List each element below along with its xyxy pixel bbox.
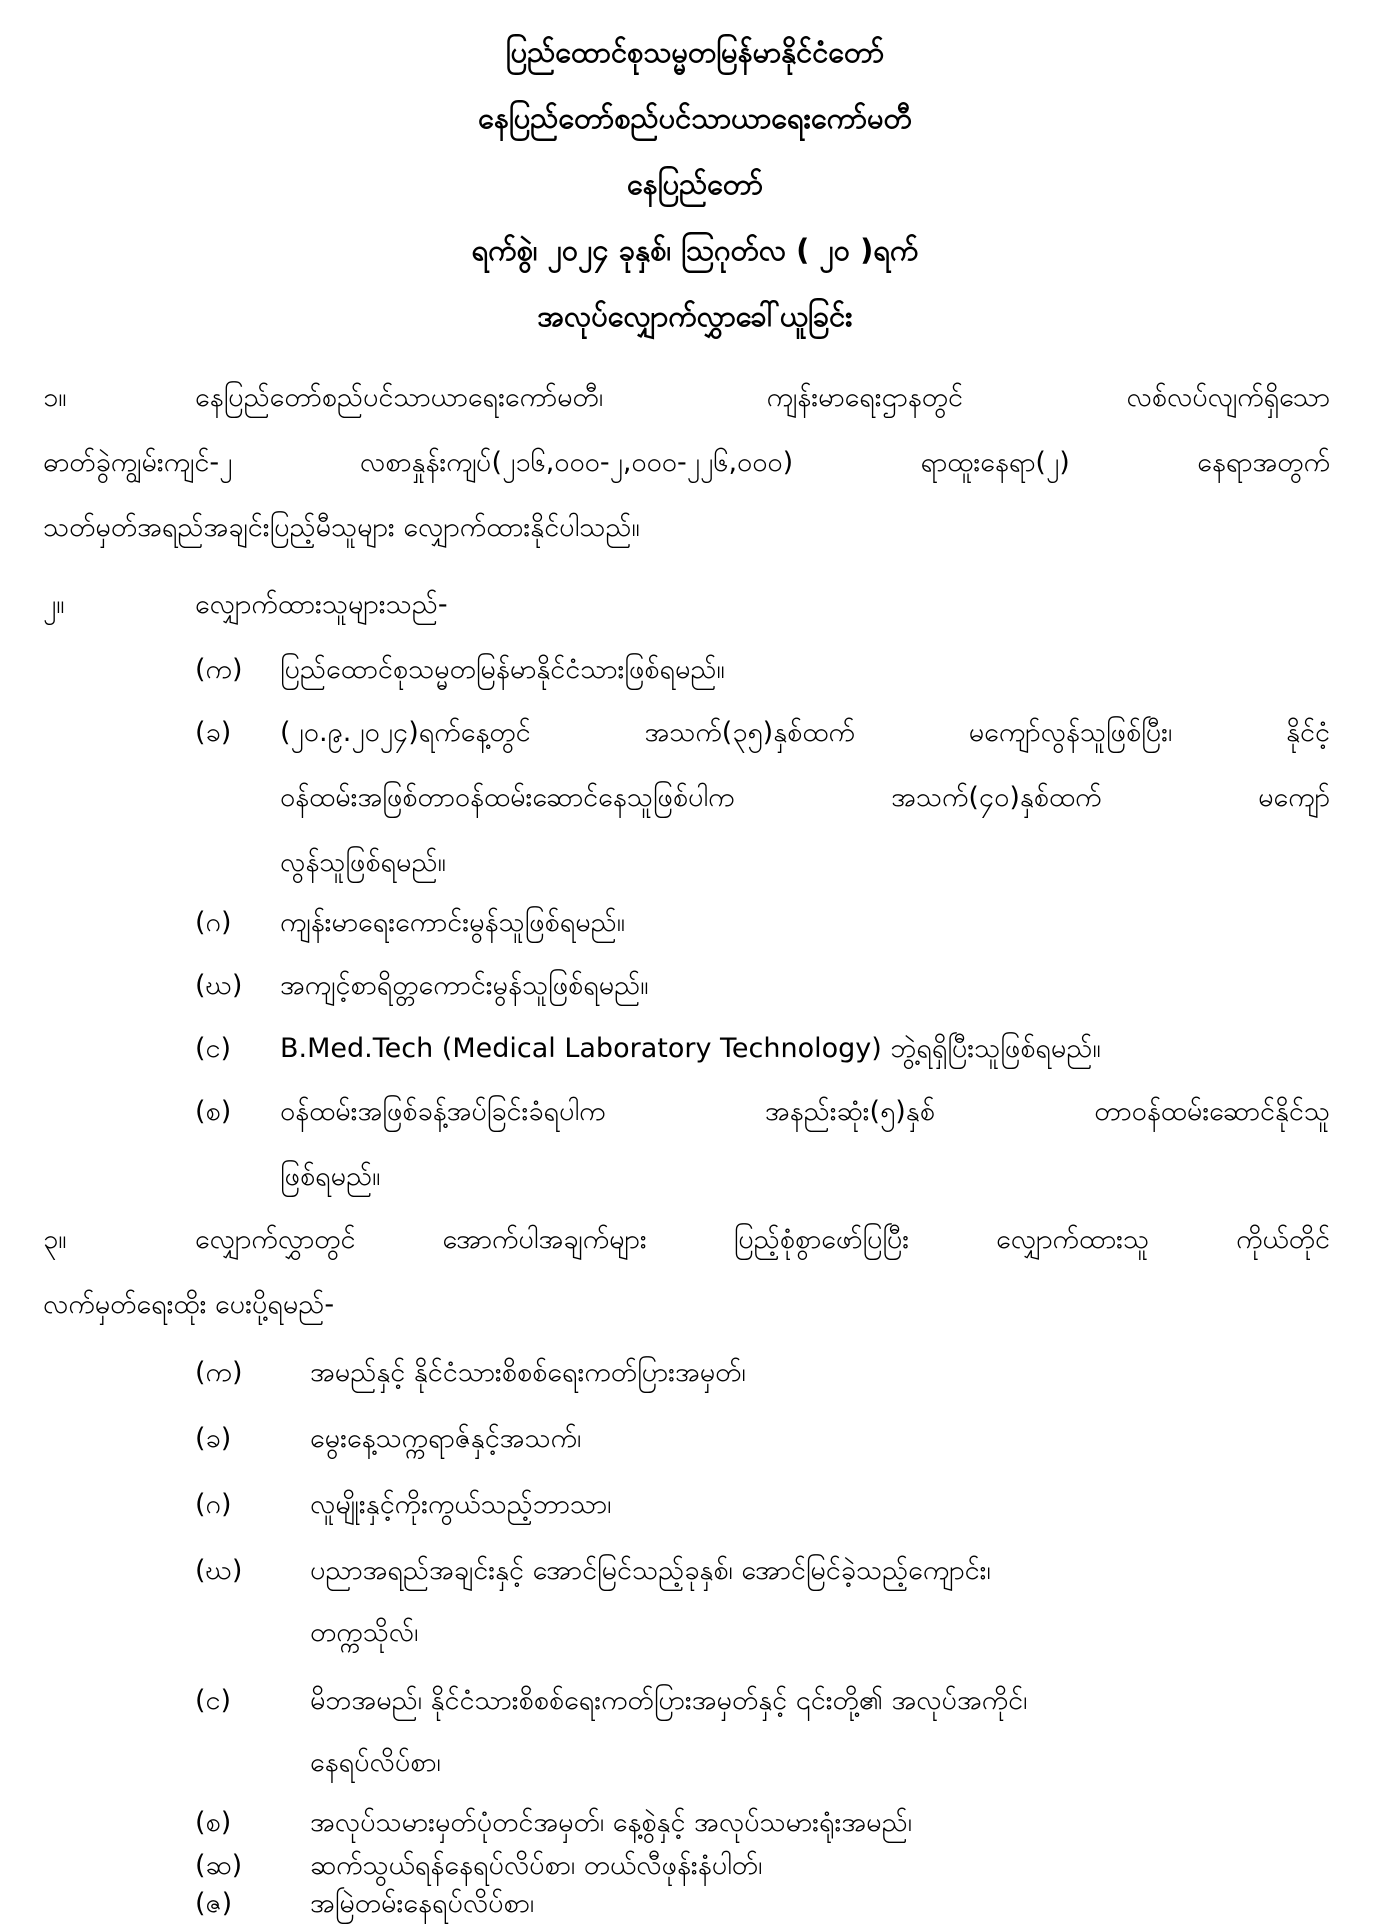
list-item-label: (စ) xyxy=(195,1096,232,1127)
list-item-label: (ဃ) xyxy=(195,1555,243,1586)
list-item-text: အကျင့်စာရိတ္တကောင်းမွန်သူဖြစ်ရမည်။ xyxy=(280,970,649,1001)
list-item-text: ဝန်ထမ်းအဖြစ်ခန့်အပ်ခြင်းခံရပါက အနည်းဆုံး(၅)နှစ် တာဝန်ထမ်းဆောင်နိုင်သူ xyxy=(280,1096,1330,1127)
list-item-text: ဖြစ်ရမည်။ xyxy=(280,1161,381,1192)
list-item-text: ပြည်ထောင်စုသမ္မတမြန်မာနိုင်ငံသားဖြစ်ရမည်။ xyxy=(280,654,725,685)
list-item-text: (၂၀.၉.၂၀၂၄)ရက်နေ့တွင် အသက်(၃၅)နှစ်ထက် မကျော်လွန်သူဖြစ်ပြီး၊ နိုင်ငံ့ xyxy=(280,717,1330,748)
list-item-text: မွေးနေ့သက္ကရာဇ်နှင့်အသက်၊ xyxy=(310,1423,582,1454)
header-line-committee: နေပြည်တော်စည်ပင်သာယာရေးကော်မတီ xyxy=(478,101,912,135)
section2-intro: လျှောက်ထားသူများသည်- xyxy=(195,589,448,620)
list-item-label: (စ) xyxy=(195,1807,232,1838)
section1-line: ဓာတ်ခွဲကျွမ်းကျင်-၂ လစာနှုန်းကျပ်(၂၁၆,၀၀၀-၂,၀၀၀-၂၂၆,၀၀၀) ရာထူးနေရာ(၂) နေရာအတွက် xyxy=(43,447,1330,478)
list-item-label: (ဆ) xyxy=(195,1850,243,1881)
list-item-text: လွန်သူဖြစ်ရမည်။ xyxy=(280,847,446,878)
list-item-text: နေရပ်လိပ်စာ၊ xyxy=(310,1747,441,1778)
list-item-text: B.Med.Tech (Medical Laboratory Technology) ဘွဲ့ရရှိပြီးသူဖြစ်ရမည်။ xyxy=(280,1033,1101,1064)
section2-number: ၂။ xyxy=(43,589,65,620)
list-item-text: ဆက်သွယ်ရန်နေရပ်လိပ်စာ၊ တယ်လီဖုန်းနံပါတ်၊ xyxy=(310,1850,763,1881)
list-item-label: (င) xyxy=(195,1685,232,1716)
list-item-label: (ခ) xyxy=(195,1423,232,1454)
list-item-text: မိဘအမည်၊ နိုင်ငံသားစိစစ်ရေးကတ်ပြားအမှတ်နှင့် ၎င်းတို့၏ အလုပ်အကိုင်၊ xyxy=(310,1685,1028,1716)
list-item-label: (ဂ) xyxy=(195,907,232,938)
list-item-label: (ခ) xyxy=(195,717,232,748)
list-item-text: ပညာအရည်အချင်းနှင့် အောင်မြင်သည့်ခုနှစ်၊ အောင်မြင်ခဲ့သည့်ကျောင်း၊ xyxy=(310,1555,991,1586)
list-item-text: လူမျိုးနှင့်ကိုးကွယ်သည့်ဘာသာ၊ xyxy=(310,1489,612,1520)
list-item-text: ဝန်ထမ်းအဖြစ်တာဝန်ထမ်းဆောင်နေသူဖြစ်ပါက အသက်(၄၀)နှစ်ထက် မကျော် xyxy=(280,782,1330,813)
list-item-label: (က) xyxy=(195,1357,243,1388)
list-item-text: အမြဲတမ်းနေရပ်လိပ်စာ၊ xyxy=(310,1888,535,1919)
list-item-label: (ဂ) xyxy=(195,1489,232,1520)
section3-line: လျှောက်လွှာတွင် အောက်ပါအချက်များ ပြည့်စုံစွာဖော်ပြပြီး လျှောက်ထားသူ ကိုယ်တိုင် xyxy=(195,1224,1330,1255)
section1-number: ၁။ xyxy=(43,382,67,413)
section1-line: နေပြည်တော်စည်ပင်သာယာရေးကော်မတီ၊ ကျန်းမာရေးဌာနတွင် လစ်လပ်လျက်ရှိသော xyxy=(195,382,1330,413)
list-item-label: (င) xyxy=(195,1033,232,1064)
header-line-country: ပြည်ထောင်စုသမ္မတမြန်မာနိုင်ငံတော် xyxy=(505,35,885,69)
list-item-text: ကျန်းမာရေးကောင်းမွန်သူဖြစ်ရမည်။ xyxy=(280,907,625,938)
section1-line: သတ်မှတ်အရည်အချင်းပြည့်မီသူများ လျှောက်ထားနိုင်ပါသည်။ xyxy=(43,512,640,543)
list-item-text: အမည်နှင့် နိုင်ငံသားစိစစ်ရေးကတ်ပြားအမှတ်၊ xyxy=(310,1357,746,1388)
section3-number: ၃။ xyxy=(43,1224,67,1255)
list-item-label: (ဇ) xyxy=(195,1888,233,1919)
list-item-text: အလုပ်သမားမှတ်ပုံတင်အမှတ်၊ နေ့စွဲနှင့် အလုပ်သမားရုံးအမည်၊ xyxy=(310,1807,912,1838)
header-line-title: အလုပ်လျှောက်လွှာခေါ်ယူခြင်း xyxy=(537,299,853,333)
list-item-label: (က) xyxy=(195,654,243,685)
section3-line: လက်မှတ်ရေးထိုး ပေးပို့ရမည်- xyxy=(43,1289,335,1320)
header-line-city: နေပြည်တော် xyxy=(626,167,764,201)
header-line-date: ရက်စွဲ၊ ၂၀၂၄ ခုနှစ်၊ ဩဂုတ်လ ( ၂၀ )ရက် xyxy=(471,233,919,267)
list-item-text: တက္ကသိုလ်၊ xyxy=(310,1617,419,1648)
list-item-label: (ဃ) xyxy=(195,970,243,1001)
